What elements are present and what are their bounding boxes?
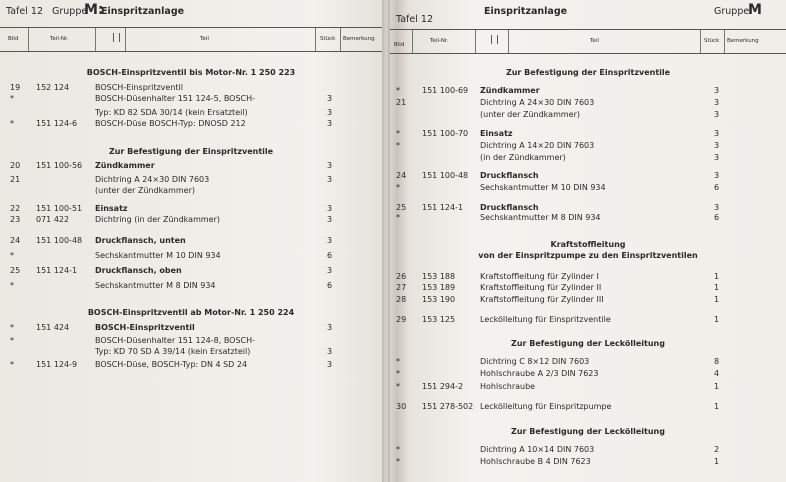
row-description: Sechskantmutter M 10 DIN 934 [480,183,606,192]
row-bild: * [10,119,14,128]
row-bild: * [396,141,400,150]
row-bild: * [396,213,400,222]
section-heading: BOSCH-Einspritzventil ab Motor-Nr. 1 250 224 [87,308,295,317]
row-quantity: 3 [327,108,333,117]
row-description: Dichtring C 8×12 DIN 7603 [480,357,590,366]
table-row [390,153,786,163]
row-quantity: 4 [714,369,720,378]
table-row [390,457,786,467]
col-bild: Bild [8,36,19,42]
row-bild: 30 [396,402,407,411]
table-row [0,204,382,214]
gruppe-letter: M: [84,2,104,18]
row-description: BOSCH-Einspritzventil [95,83,183,92]
row-quantity: 3 [327,204,333,213]
col-marks: | | [112,33,121,43]
row-quantity: 3 [327,119,333,128]
tafel-label: Tafel 12 [6,6,43,17]
col-teilnr: Teil-Nr. [50,36,69,42]
table-row [390,283,786,293]
row-description: BOSCH-Düsenhalter 151 124-8, BOSCH- [95,336,256,345]
col-bemerkung: Bemerkung [343,36,375,42]
table-row [390,129,786,139]
row-quantity: 3 [327,215,333,224]
row-description: Hohlschraube [480,382,536,391]
table-row [0,266,382,276]
row-part-number: 151 124-6 [36,119,78,128]
row-description: Typ: KD 82 SDA 30/14 (kein Ersatzteil) [95,108,248,117]
row-quantity: 6 [714,213,720,222]
row-description: Druckflansch [480,171,539,180]
table-header [0,27,382,52]
table-row [0,108,382,118]
row-description: Dichtring A 24×30 DIN 7603 [480,98,595,107]
table-row [0,186,382,196]
row-part-number: 151 100-69 [422,86,469,95]
col-bild: Bild [394,42,405,48]
row-description: Druckflansch, unten [95,236,186,245]
row-bild: 25 [10,266,21,275]
row-description: Leckölleitung für Einspritzpumpe [480,402,612,411]
table-row [0,323,382,333]
row-quantity: 1 [714,272,720,281]
row-bild: 22 [10,204,21,213]
row-description: Einsatz [480,129,513,138]
table-row [390,98,786,108]
col-stueck: Stück [704,38,720,44]
row-quantity: 3 [714,129,720,138]
left-page [0,0,382,482]
row-part-number: 151 124-1 [422,203,464,212]
table-row [0,83,382,93]
col-bemerkung: Bemerkung [727,38,759,44]
row-description: Sechskantmutter M 8 DIN 934 [95,281,216,290]
row-part-number: 153 189 [422,283,456,292]
row-part-number: 153 190 [422,295,456,304]
row-quantity: 1 [714,402,720,411]
gruppe-label: Gruppe [52,6,88,17]
table-row [0,236,382,246]
table-row [390,369,786,379]
row-bild: * [396,183,400,192]
row-part-number: 151 100-51 [36,204,83,213]
row-quantity: 3 [714,171,720,180]
row-bild: 27 [396,283,407,292]
table-row [390,295,786,305]
col-teilnr: Teil-Nr. [430,38,449,44]
row-bild: 19 [10,83,21,92]
row-bild: 24 [396,171,407,180]
row-description: Dichtring A 24×30 DIN 7603 [95,175,210,184]
table-row [0,281,382,291]
section-heading: von der Einspritzpumpe zu den Einspritzventilen [478,251,698,260]
row-description: Einsatz [95,204,128,213]
row-bild: * [396,86,400,95]
row-bild: * [396,457,400,466]
row-description: BOSCH-Düse BOSCH-Typ: DNOSD 212 [95,119,246,128]
row-description: BOSCH-Düse, BOSCH-Typ: DN 4 SD 24 [95,360,248,369]
row-quantity: 3 [327,323,333,332]
table-row [0,347,382,357]
row-bild: * [10,251,14,260]
table-row [390,141,786,151]
left-header [6,2,382,22]
row-quantity: 3 [714,86,720,95]
section-heading: BOSCH-Einspritzventil bis Motor-Nr. 1 250 223 [86,68,296,77]
section-heading: Zur Befestigung der Leckölleitung [511,427,665,436]
row-bild: * [396,357,400,366]
section-heading: Kraftstoffleitung [550,240,626,249]
row-bild: 25 [396,203,407,212]
section-heading: Zur Befestigung der Einspritzventile [108,147,274,156]
table-row [390,183,786,193]
row-description: BOSCH-Einspritzventil [95,323,195,332]
row-bild: 29 [396,315,407,324]
row-quantity: 6 [327,251,333,260]
row-part-number: 151 278-502 [422,402,474,411]
book-gutter [382,0,390,482]
row-quantity: 3 [714,98,720,107]
row-part-number: 153 188 [422,272,456,281]
table-row [0,175,382,185]
row-description: BOSCH-Düsenhalter 151 124-5, BOSCH- [95,94,256,103]
row-bild: 20 [10,161,21,170]
row-bild: * [396,382,400,391]
row-description: Dichtring (in der Zündkammer) [95,215,220,224]
section-heading: Zur Befestigung der Einspritzventile [505,68,671,77]
table-row [0,215,382,225]
table-row [390,382,786,392]
row-description: (in der Zündkammer) [480,153,566,162]
col-stueck: Stück [320,36,336,42]
row-part-number: 151 100-48 [422,171,469,180]
table-row [0,251,382,261]
row-part-number: 152 124 [36,83,70,92]
row-quantity: 1 [714,283,720,292]
table-row [390,445,786,455]
gruppe-letter: M [748,2,762,18]
row-part-number: 151 100-56 [36,161,83,170]
row-quantity: 3 [714,110,720,119]
row-description: (unter der Zündkammer) [95,186,195,195]
row-quantity: 6 [714,183,720,192]
table-row [390,213,786,223]
row-part-number: 071 422 [36,215,70,224]
row-bild: * [10,336,14,345]
table-row [0,94,382,104]
table-row [390,203,786,213]
col-marks: | | [490,35,499,45]
row-quantity: 3 [714,141,720,150]
row-description: Zündkammer [95,161,155,170]
row-bild: * [10,94,14,103]
table-row [0,336,382,346]
row-quantity: 3 [714,203,720,212]
row-part-number: 151 100-70 [422,129,469,138]
row-bild: * [10,281,14,290]
row-quantity: 3 [327,161,333,170]
row-bild: * [396,129,400,138]
row-description: Sechskantmutter M 8 DIN 934 [480,213,601,222]
table-row [390,110,786,120]
row-part-number: 153 125 [422,315,456,324]
row-quantity: 1 [714,457,720,466]
row-description: Hohlschraube A 2/3 DIN 7623 [480,369,599,378]
row-bild: * [10,360,14,369]
row-part-number: 151 100-48 [36,236,83,245]
row-description: Druckflansch [480,203,539,212]
row-bild: 24 [10,236,21,245]
col-teil: Teil [200,36,209,42]
row-quantity: 3 [327,94,333,103]
table-row [390,402,786,412]
table-header [390,29,786,54]
row-description: Dichtring A 10×14 DIN 7603 [480,445,595,454]
row-description: Sechskantmutter M 10 DIN 934 [95,251,221,260]
table-row [0,119,382,129]
row-quantity: 2 [714,445,720,454]
row-bild: 21 [396,98,407,107]
page-title: Einspritzanlage [484,6,568,17]
row-quantity: 6 [327,281,333,290]
row-quantity: 1 [714,295,720,304]
row-description: Leckölleitung für Einspritzventile [480,315,611,324]
table-row [390,357,786,367]
table-row [390,86,786,96]
row-quantity: 1 [714,315,720,324]
row-bild: 26 [396,272,407,281]
row-quantity: 3 [327,266,333,275]
row-bild: * [396,445,400,454]
right-header [396,2,786,25]
row-quantity: 3 [327,175,333,184]
row-quantity: 3 [714,153,720,162]
col-teil: Teil [590,38,599,44]
table-row [390,315,786,325]
table-row [390,171,786,181]
row-part-number: 151 294-2 [422,382,464,391]
row-description: Zündkammer [480,86,540,95]
row-bild: * [396,369,400,378]
page-title: Einspritzanlage [101,6,185,17]
row-part-number: 151 424 [36,323,70,332]
row-quantity: 3 [327,360,333,369]
row-bild: * [10,323,14,332]
section-heading: Zur Befestigung der Leckölleitung [511,339,665,348]
row-description: Kraftstoffleitung für Zylinder I [480,272,599,281]
row-description: Hohlschraube B 4 DIN 7623 [480,457,591,466]
gruppe-label: Gruppe [714,6,750,17]
row-quantity: 3 [327,236,333,245]
row-quantity: 8 [714,357,720,366]
row-part-number: 151 124-1 [36,266,78,275]
row-description: Kraftstoffleitung für Zylinder II [480,283,602,292]
row-quantity: 1 [714,382,720,391]
row-description: Dichtring A 14×20 DIN 7603 [480,141,595,150]
row-bild: 23 [10,215,21,224]
tafel-label: Tafel 12 [396,14,433,25]
table-row [0,360,382,370]
row-quantity: 3 [327,347,333,356]
right-page [390,0,786,482]
table-row [0,161,382,171]
row-description: Kraftstoffleitung für Zylinder III [480,295,604,304]
row-part-number: 151 124-9 [36,360,78,369]
row-description: (unter der Zündkammer) [480,110,580,119]
row-bild: 28 [396,295,407,304]
row-description: Druckflansch, oben [95,266,182,275]
row-bild: 21 [10,175,21,184]
row-description: Typ: KD 70 SD A 39/14 (kein Ersatzteil) [95,347,251,356]
table-row [390,272,786,282]
